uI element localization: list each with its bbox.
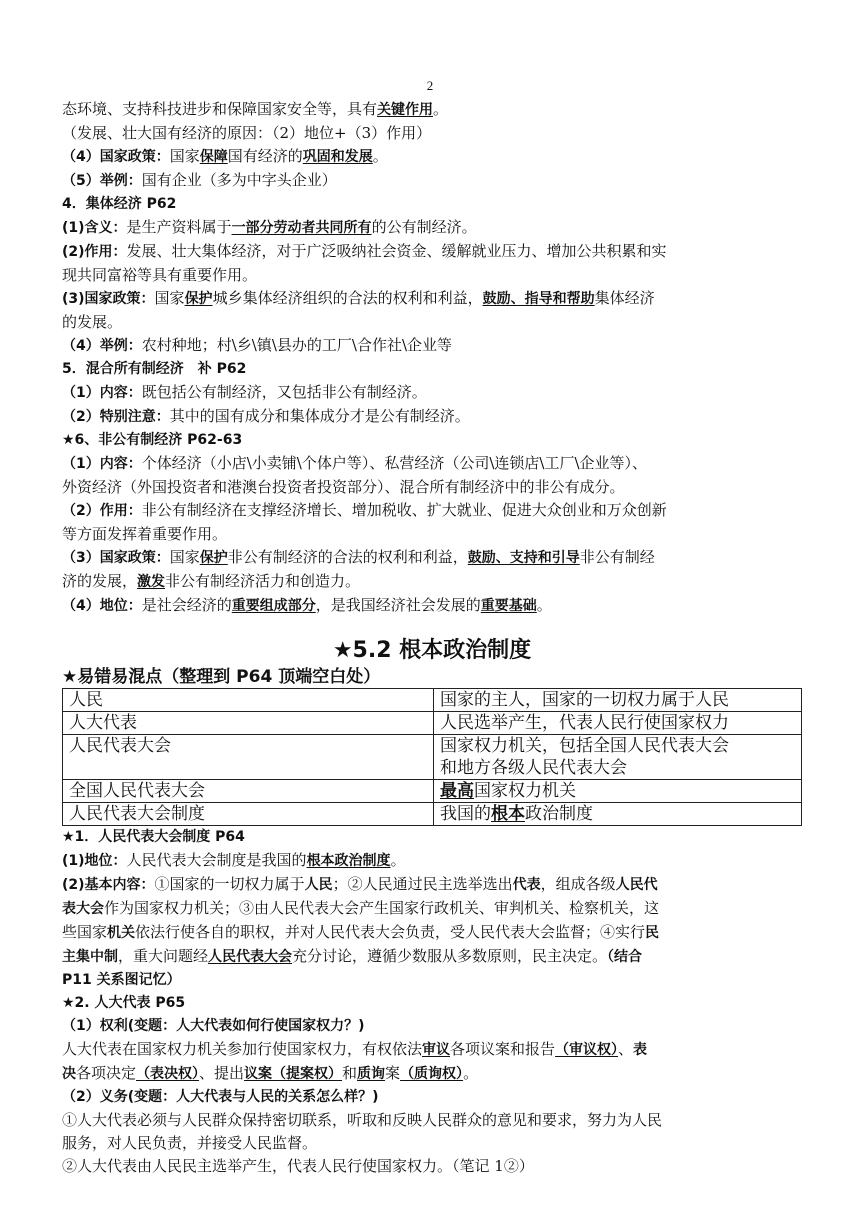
deputy-rights: 人大代表在国家权力机关参加行使国家权力，有权依法审议各项议案和报告（审议权）、表 (62, 1040, 648, 1058)
text-line: 等方面发挥着重要作用。 (62, 525, 228, 543)
state-owned-policy: （4）国家政策：国家保障国有经济的巩固和发展。 (62, 147, 388, 165)
table-row (63, 780, 802, 803)
text-line: 的发展。 (62, 313, 123, 331)
text-line: 决各项决定（表决权）、提出议案（提案权）和质询案（质询权）。 (62, 1064, 479, 1082)
page-number: 2 (426, 78, 434, 93)
table-cell: 人民代表大会 (63, 735, 434, 780)
collective-role: (2)作用：发展、壮大集体经济，对于广泛吸纳社会资金、缓解就业压力、增加公共积累和实 (62, 242, 667, 260)
table-cell: 人大代表 (63, 712, 434, 735)
emphasis: 最高 (440, 781, 474, 801)
table-cell: 人民 (63, 689, 434, 712)
nonpublic-policy: （3）国家政策：国家保护非公有制经济的合法的权利和利益，鼓励、支持和引导非公有制经 (62, 548, 655, 566)
table-cell: 全国人民代表大会 (63, 780, 434, 803)
table-row (63, 735, 802, 780)
emphasis: 根本 (491, 804, 525, 824)
table-cell (434, 735, 802, 780)
rights-heading: （1）权利(变题：人大代表如何行使国家权力？) (62, 1018, 365, 1034)
section-heading: ★6、非公有制经济 P62-63 (62, 432, 243, 448)
table-row (63, 689, 802, 712)
table-cell: 人民代表大会制度 (63, 803, 434, 826)
reason-note: （发展、壮大国有经济的原因：（2）地位+（3）作用） (62, 124, 432, 142)
table-cell: 人民选举产生，代表人民行使国家权力 (434, 712, 802, 735)
nonpublic-status: （4）地位：是社会经济的重要组成部分，是我国经济社会发展的重要基础。 (62, 596, 552, 614)
table-row (63, 803, 802, 826)
section-heading: ★1．人民代表大会制度 P64 (62, 829, 245, 845)
text-line: 外资经济（外国投资者和港澳台投资者投资部分）、混合所有制经济中的非公有成分。 (62, 478, 625, 496)
text-line: 主集中制，重大问题经人民代表大会充分讨论，遵循少数服从多数原则，民主决定。（结合 (62, 947, 643, 965)
text-line: 服务，对人民负责，并接受人民监督。 (62, 1134, 318, 1152)
mixed-note: （2）特别注意：其中的国有成分和集体成分才是公有制经济。 (62, 407, 470, 425)
cell-line: 和地方各级人民代表大会 (440, 758, 627, 778)
collective-meaning: (1)含义：是生产资料属于一部分劳动者共同所有的公有制经济。 (62, 218, 477, 236)
text-line: ②人大代表由人民民主选举产生，代表人民行使国家权力。（笔记 1②） (62, 1157, 534, 1175)
nonpublic-content: （1）内容：个体经济（小店\小卖铺\个体户等）、私营经济（公司\连锁店\工厂\企业等）、 (62, 454, 648, 472)
chapter-title: ★5.2 根本政治制度 (332, 638, 532, 663)
table-row (63, 712, 802, 735)
mistakes-heading: ★易错易混点（整理到 P64 顶端空白处） (62, 667, 381, 687)
table-cell: 国家的主人，国家的一切权力属于人民 (434, 689, 802, 712)
collective-policy: (3)国家政策：国家保护城乡集体经济组织的合法的权利和利益，鼓励、指导和帮助集体经济 (62, 289, 655, 307)
text-line: 态环境、支持科技进步和保障国家安全等，具有关键作用。 (62, 100, 449, 118)
section-heading: 4．集体经济 P62 (62, 196, 177, 212)
state-owned-example: （5）举例：国有企业（多为中字头企业） (62, 171, 337, 189)
text-line: 济的发展，激发非公有制经济活力和创造力。 (62, 572, 361, 590)
comparison-table (62, 688, 802, 826)
npc-basic: (2)基本内容：①国家的一切权力属于人民；②人民通过民主选举选出代表，组成各级人民代 (62, 875, 658, 893)
text-line: 现共同富裕等具有重要作用。 (62, 266, 258, 284)
text-line: 些国家机关依法行使各自的职权，并对人民代表大会负责，受人民代表大会监督；④实行民 (62, 923, 660, 941)
section-heading: 5．混合所有制经济 补 P62 (62, 361, 247, 377)
npc-status: (1)地位：人民代表大会制度是我国的根本政治制度。 (62, 851, 406, 869)
table-cell: 我国的根本政治制度 (434, 803, 802, 826)
text-line: P11 关系图记忆） (62, 972, 181, 988)
section-heading: ★2. 人大代表 P65 (62, 995, 186, 1011)
mixed-content: （1）内容：既包括公有制经济，又包括非公有制经济。 (62, 383, 427, 401)
duty-heading: （2）义务(变题：人大代表与人民的关系怎么样？) (62, 1089, 379, 1105)
nonpublic-role: （2）作用：非公有制经济在支撑经济增长、增加税收、扩大就业、促进大众创业和万众创新 (62, 501, 667, 519)
table-cell: 最高国家权力机关 (434, 780, 802, 803)
collective-example: （4）举例：农村种地；村\乡\镇\县办的工厂\合作社\企业等 (62, 336, 453, 354)
text-line: ①人大代表必须与人民群众保持密切联系，听取和反映人民群众的意见和要求，努力为人民 (62, 1111, 663, 1129)
cell-line: 国家权力机关，包括全国人民代表大会 (440, 736, 729, 756)
document-page (62, 0, 802, 1178)
text-line: 表大会作为国家权力机关；③由人民代表大会产生国家行政机关、审判机关、检察机关，这 (62, 899, 660, 917)
